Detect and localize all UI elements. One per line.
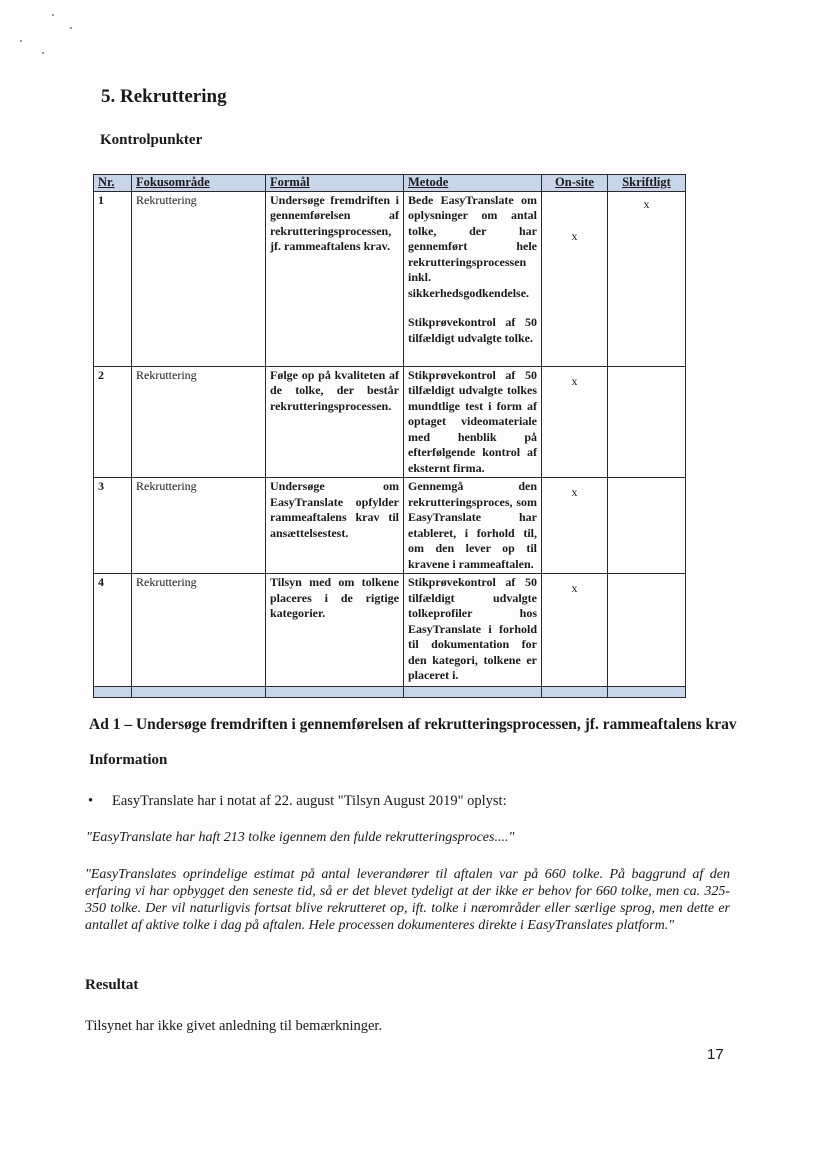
cell-onsite bbox=[542, 191, 608, 366]
cell-written bbox=[608, 574, 686, 687]
cell-focus: Rekruttering bbox=[132, 191, 266, 366]
table-row bbox=[94, 574, 686, 687]
cell-purpose: Tilsyn med om tolkene placeres i de rigtige kategorier. bbox=[266, 574, 404, 687]
header-focus: Fokusområde bbox=[132, 175, 266, 192]
header-written: Skriftligt bbox=[608, 175, 686, 192]
page-number: 17 bbox=[707, 1046, 724, 1063]
cell-nr: 3 bbox=[94, 478, 132, 574]
onsite-mark: x bbox=[571, 581, 578, 595]
cell-method: Gennemgå den rekrutteringsproces, som EasyTranslate har etableret, i forhold til, om den lever op til kravene i rammeaftalen. bbox=[404, 478, 542, 574]
cell-focus: Rekruttering bbox=[132, 366, 266, 478]
table-row bbox=[94, 191, 686, 366]
bullet-text: EasyTranslate har i notat af 22. august "Tilsyn August 2019" oplyst: bbox=[112, 793, 507, 809]
table-footer-row bbox=[94, 687, 686, 698]
cell-written bbox=[608, 478, 686, 574]
bullet-icon: • bbox=[88, 793, 94, 809]
cell-onsite bbox=[542, 478, 608, 574]
control-points-table bbox=[93, 174, 686, 698]
cell-nr: 4 bbox=[94, 574, 132, 687]
cell-onsite bbox=[542, 574, 608, 687]
scan-speck bbox=[52, 14, 54, 16]
table-row bbox=[94, 478, 686, 574]
cell-purpose: Følge op på kvaliteten af de tolke, der består rekrutteringsprocessen. bbox=[266, 366, 404, 478]
result-text: Tilsynet har ikke givet anledning til bemærkninger. bbox=[85, 1018, 383, 1034]
table-row bbox=[94, 366, 686, 478]
scan-speck bbox=[42, 52, 44, 54]
onsite-mark: x bbox=[571, 485, 578, 499]
ad1-heading: Ad 1 – Undersøge fremdriften i gennemførelsen af rekrutteringsprocessen, jf. rammeaftalens krav bbox=[89, 716, 737, 733]
cell-method bbox=[404, 191, 542, 366]
bullet-item bbox=[88, 793, 507, 810]
header-onsite: On-site bbox=[542, 175, 608, 192]
result-heading: Resultat bbox=[85, 977, 139, 993]
table-header-row bbox=[94, 175, 686, 192]
section-subtitle: Kontrolpunkter bbox=[100, 132, 203, 148]
header-purpose: Formål bbox=[266, 175, 404, 192]
cell-nr: 2 bbox=[94, 366, 132, 478]
cell-purpose: Undersøge om EasyTranslate opfylder rammeaftalens krav til ansættelsestest. bbox=[266, 478, 404, 574]
cell-focus: Rekruttering bbox=[132, 478, 266, 574]
scan-speck bbox=[70, 27, 72, 29]
onsite-mark: x bbox=[571, 228, 578, 243]
quote-1: "EasyTranslate har haft 213 tolke igennem den fulde rekrutteringsproces...." bbox=[86, 830, 515, 845]
cell-purpose: Undersøge fremdriften i gennemførelsen af rekrutteringsprocessen, jf. rammeaftalens krav. bbox=[266, 191, 404, 366]
cell-method: Stikprøvekontrol af 50 tilfældigt udvalgte tolkeprofiler hos EasyTranslate i forhold til dokumentation for den kategori, tolkene er placeret i. bbox=[404, 574, 542, 687]
cell-nr: 1 bbox=[94, 191, 132, 366]
method-text-extra: Stikprøvekontrol af 50 tilfældigt udvalgte tolke. bbox=[408, 315, 537, 345]
header-nr: Nr. bbox=[94, 175, 132, 192]
quote-2: "EasyTranslates oprindelige estimat på antal leverandører til aftalen var på 660 tolke. På baggrund af den erfaring vi har opbygget den seneste tid, så er det blevet tydeligt at der ikke er behov for 660 tolke, men ca. 325-350 tolke. Der vil naturligvis fortsat blive rekrutteret op, ift. tolke i nærområder eller særlige sprog, men dette er antallet af aktive tolke i dag på aftalen. Hele processen dokumenteres direkte i EasyTranslates platform." bbox=[85, 867, 730, 933]
cell-onsite bbox=[542, 366, 608, 478]
section-title: 5. Rekruttering bbox=[101, 86, 227, 107]
cell-written bbox=[608, 366, 686, 478]
cell-written bbox=[608, 191, 686, 366]
onsite-mark: x bbox=[571, 373, 578, 388]
cell-method: Stikprøvekontrol af 50 tilfældigt udvalgte tolkes mundtlige test i form af optaget videomateriale med henblik på efterfølgende kontrol af eksternt firma. bbox=[404, 366, 542, 478]
method-text: Bede EasyTranslate om oplysninger om antal tolke, der har gennemført hele rekrutteringsprocessen inkl. sikkerhedsgodkendelse. bbox=[408, 192, 537, 300]
scan-speck bbox=[20, 40, 22, 42]
information-heading: Information bbox=[89, 752, 168, 768]
written-mark: x bbox=[643, 196, 650, 211]
cell-focus: Rekruttering bbox=[132, 574, 266, 687]
header-method: Metode bbox=[404, 175, 542, 192]
